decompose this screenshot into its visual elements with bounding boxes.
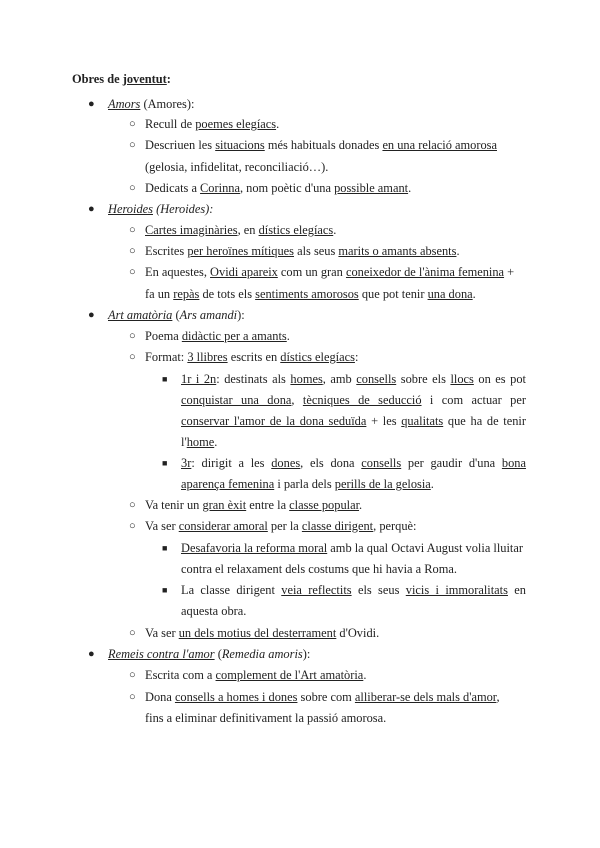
underlined-text: marits o amants absents bbox=[338, 244, 457, 258]
underlined-text: veia reflectits bbox=[281, 583, 352, 597]
list-item-title bbox=[108, 308, 245, 322]
underlined-text: en una relació amorosa bbox=[382, 138, 497, 152]
underlined-text: Ovidi apareix bbox=[210, 265, 278, 279]
text-span: als seus bbox=[294, 244, 339, 258]
text-span: on es pot bbox=[473, 372, 526, 386]
list-item-continuation bbox=[181, 393, 526, 407]
text-span: Ars amandi bbox=[179, 308, 238, 322]
text-span: , els dona bbox=[300, 456, 362, 470]
text-span: ( bbox=[175, 308, 180, 322]
list-item bbox=[145, 498, 362, 512]
list-item bbox=[145, 265, 515, 279]
text-span: La classe dirigent bbox=[181, 583, 282, 597]
text-span: . bbox=[359, 498, 363, 512]
underlined-text: 3 llibres bbox=[187, 350, 228, 364]
text-span: Va tenir un bbox=[145, 498, 203, 512]
text-span: . bbox=[408, 181, 412, 195]
underlined-text: Desafavoria la reforma moral bbox=[181, 541, 328, 555]
text-span: , perquè: bbox=[373, 519, 417, 533]
underlined-text: conquistar una dona bbox=[181, 393, 292, 407]
list-item bbox=[181, 541, 523, 555]
underlined-text: Amors bbox=[108, 97, 141, 111]
bullet-circle-icon: ○ bbox=[129, 520, 136, 532]
list-item bbox=[145, 244, 460, 258]
text-span: amb la qual Octavi August volia lluitar bbox=[327, 541, 524, 555]
underlined-text: 1r i 2n bbox=[181, 372, 217, 386]
underlined-text: repàs bbox=[173, 287, 200, 301]
underlined-text: considerar amoral bbox=[178, 519, 268, 533]
underlined-text: joventut bbox=[122, 72, 167, 86]
underlined-text: alliberar-se dels mals d'amor bbox=[354, 690, 497, 704]
underlined-text: un dels motius del desterrament bbox=[178, 626, 337, 640]
underlined-text: situacions bbox=[215, 138, 265, 152]
list-item bbox=[145, 138, 497, 152]
bullet-square-icon: ■ bbox=[162, 374, 168, 384]
list-item bbox=[145, 668, 366, 682]
text-span: sobre els bbox=[396, 372, 451, 386]
text-span: ): bbox=[237, 308, 245, 322]
text-span: Poema bbox=[145, 329, 182, 343]
list-item-title bbox=[108, 647, 310, 661]
underlined-text: classe dirigent bbox=[301, 519, 374, 533]
bullet-circle-icon: ○ bbox=[129, 266, 136, 278]
text-span: que pot tenir bbox=[358, 287, 428, 301]
list-item bbox=[145, 690, 500, 704]
underlined-text: tècniques de seducció bbox=[302, 393, 422, 407]
text-span: com un gran bbox=[277, 265, 346, 279]
bullet-disc-icon: ● bbox=[88, 309, 95, 321]
underlined-text: Art amatòria bbox=[108, 308, 173, 322]
text-span: d'Ovidi. bbox=[336, 626, 380, 640]
text-span: . bbox=[286, 329, 290, 343]
list-item-continuation bbox=[181, 414, 526, 428]
text-span: Obres de bbox=[72, 72, 123, 86]
text-span: Dona bbox=[145, 690, 175, 704]
underlined-text: 3r bbox=[181, 456, 192, 470]
bullet-circle-icon: ○ bbox=[129, 669, 136, 681]
underlined-text: Cartes imaginàries bbox=[145, 223, 238, 237]
text-span: i com actuar per bbox=[421, 393, 526, 407]
text-span: . bbox=[472, 287, 476, 301]
list-item bbox=[145, 626, 379, 640]
text-span: . bbox=[276, 117, 280, 131]
list-item bbox=[145, 181, 411, 195]
underlined-text: home bbox=[186, 435, 215, 449]
underlined-text: dístics elegíacs bbox=[258, 223, 334, 237]
text-span: més habituals donades bbox=[264, 138, 383, 152]
bullet-square-icon: ■ bbox=[162, 543, 168, 553]
underlined-text: didàctic per a amants bbox=[181, 329, 287, 343]
text-span: en bbox=[507, 583, 527, 597]
underlined-text: llocs bbox=[450, 372, 474, 386]
text-span: Escrita com a bbox=[145, 668, 216, 682]
underlined-text: aparença femenina bbox=[181, 477, 275, 491]
underlined-text: gran èxit bbox=[202, 498, 247, 512]
text-span: Escrites bbox=[145, 244, 188, 258]
underlined-text: consells bbox=[361, 456, 402, 470]
text-span: escrits en bbox=[227, 350, 281, 364]
list-item-continuation bbox=[181, 477, 434, 491]
text-span: , bbox=[291, 393, 303, 407]
text-span: entre la bbox=[246, 498, 290, 512]
text-span: ( bbox=[217, 647, 222, 661]
text-span: : dirigit a les bbox=[191, 456, 272, 470]
text-span: , en bbox=[237, 223, 259, 237]
text-span: i parla dels bbox=[274, 477, 335, 491]
underlined-text: conservar l'amor de la dona seduïda bbox=[181, 414, 367, 428]
text-span: Descriuen les bbox=[145, 138, 216, 152]
list-item-continuation bbox=[181, 435, 217, 449]
bullet-circle-icon: ○ bbox=[129, 224, 136, 236]
text-span: . bbox=[430, 477, 434, 491]
text-span: : destinats als bbox=[216, 372, 291, 386]
text-span: . bbox=[456, 244, 460, 258]
bullet-circle-icon: ○ bbox=[129, 691, 136, 703]
text-span: Va ser bbox=[145, 519, 179, 533]
underlined-text: Heroides bbox=[108, 202, 153, 216]
bullet-square-icon: ■ bbox=[162, 458, 168, 468]
underlined-text: poemes elegíacs bbox=[195, 117, 277, 131]
bullet-circle-icon: ○ bbox=[129, 499, 136, 511]
text-span: . bbox=[214, 435, 218, 449]
underlined-text: sentiments amorosos bbox=[255, 287, 359, 301]
text-span: sobre com bbox=[297, 690, 355, 704]
list-item-title bbox=[108, 97, 194, 111]
text-span: per la bbox=[267, 519, 302, 533]
list-item-title bbox=[108, 202, 213, 216]
text-span: per gaudir d'una bbox=[401, 456, 502, 470]
bullet-disc-icon: ● bbox=[88, 98, 95, 110]
list-item-continuation: fins a eliminar definitivament la passió amorosa. bbox=[145, 711, 387, 725]
bullet-square-icon: ■ bbox=[162, 585, 168, 595]
text-span: : bbox=[166, 72, 171, 86]
list-item bbox=[145, 519, 416, 533]
list-item-continuation: (gelosia, infidelitat, reconciliació…). bbox=[145, 160, 329, 174]
text-span: l' bbox=[181, 435, 187, 449]
underlined-text: coneixedor de l'ànima femenina bbox=[345, 265, 505, 279]
text-span: de tots els bbox=[199, 287, 256, 301]
text-span: Dedicats a bbox=[145, 181, 201, 195]
section-heading bbox=[72, 72, 171, 86]
text-span: , nom poètic d'una bbox=[239, 181, 335, 195]
underlined-text: Remeis contra l'amor bbox=[108, 647, 215, 661]
bullet-circle-icon: ○ bbox=[129, 139, 136, 151]
text-span: , amb bbox=[322, 372, 357, 386]
text-span: Recull de bbox=[145, 117, 196, 131]
bullet-circle-icon: ○ bbox=[129, 182, 136, 194]
text-span: ): bbox=[302, 647, 311, 661]
underlined-text: per heroïnes mítiques bbox=[187, 244, 294, 258]
list-item bbox=[181, 583, 526, 597]
text-span: que ha de tenir bbox=[443, 414, 527, 428]
underlined-text: complement de l'Art amatòria bbox=[215, 668, 364, 682]
text-span: En aquestes, bbox=[145, 265, 211, 279]
text-span: + bbox=[504, 265, 515, 279]
bullet-disc-icon: ● bbox=[88, 203, 95, 215]
list-item bbox=[145, 329, 290, 343]
list-item bbox=[181, 372, 526, 386]
underlined-text: qualitats bbox=[401, 414, 444, 428]
underlined-text: possible amant bbox=[334, 181, 409, 195]
underlined-text: una dona bbox=[427, 287, 473, 301]
text-span: els seus bbox=[351, 583, 406, 597]
text-span: fa un bbox=[145, 287, 174, 301]
text-span: . bbox=[363, 668, 367, 682]
list-item-continuation bbox=[145, 287, 476, 301]
list-item-continuation: aquesta obra. bbox=[181, 604, 247, 618]
underlined-text: Corinna bbox=[200, 181, 240, 195]
underlined-text: perills de la gelosia bbox=[334, 477, 431, 491]
text-span: : bbox=[354, 350, 359, 364]
list-item-continuation: contra el relaxament dels costums que hi havia a Roma. bbox=[181, 562, 457, 576]
bullet-circle-icon: ○ bbox=[129, 330, 136, 342]
text-span: (Heroides): bbox=[156, 202, 214, 216]
bullet-circle-icon: ○ bbox=[129, 245, 136, 257]
text-span: Va ser bbox=[145, 626, 179, 640]
bullet-circle-icon: ○ bbox=[129, 627, 136, 639]
underlined-text: consells bbox=[356, 372, 397, 386]
underlined-text: classe popular bbox=[289, 498, 360, 512]
underlined-text: vicis i immoralitats bbox=[405, 583, 508, 597]
text-span: Format: bbox=[145, 350, 188, 364]
underlined-text: dístics elegíacs bbox=[280, 350, 355, 364]
underlined-text: bona bbox=[501, 456, 526, 470]
list-item bbox=[145, 350, 358, 364]
underlined-text: homes bbox=[290, 372, 323, 386]
list-item bbox=[145, 223, 336, 237]
list-item bbox=[145, 117, 279, 131]
bullet-disc-icon: ● bbox=[88, 648, 95, 660]
text-span: (Amores): bbox=[143, 97, 195, 111]
text-span: Remedia amoris bbox=[221, 647, 303, 661]
underlined-text: dones bbox=[271, 456, 301, 470]
text-span: + les bbox=[366, 414, 402, 428]
bullet-circle-icon: ○ bbox=[129, 118, 136, 130]
underlined-text: consells a homes i dones bbox=[174, 690, 298, 704]
list-item bbox=[181, 456, 526, 470]
text-span: , bbox=[496, 690, 500, 704]
bullet-circle-icon: ○ bbox=[129, 351, 136, 363]
text-span: . bbox=[333, 223, 337, 237]
